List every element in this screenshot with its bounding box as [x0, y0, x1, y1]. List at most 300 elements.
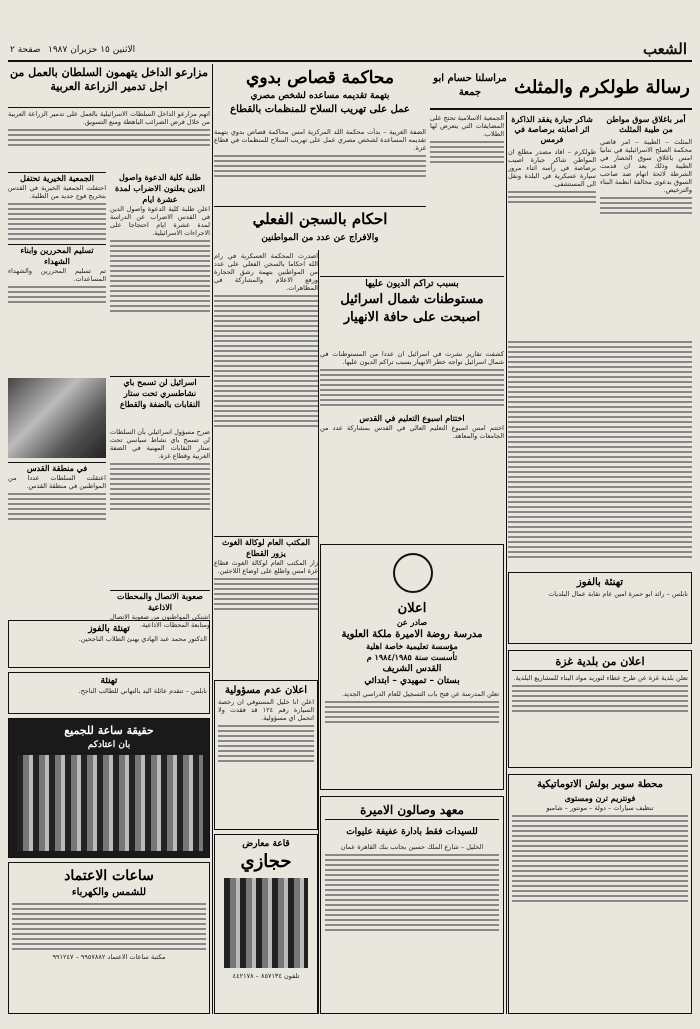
- clocks-ad: [8, 862, 210, 1014]
- text-line: [110, 295, 210, 297]
- settlements-kicker: بسبب تراكم الديون عليها: [365, 279, 459, 289]
- text-line: [508, 521, 692, 523]
- text-line: [430, 161, 504, 163]
- watch-ad: [8, 718, 210, 858]
- text-line: [508, 531, 692, 533]
- letter-col-3: [430, 114, 504, 274]
- text-line: [214, 350, 318, 352]
- text-line: [8, 233, 106, 235]
- text-line: [8, 508, 106, 510]
- text-line: [214, 160, 426, 162]
- gaza-mun-title: اعلان من بلدية غزة: [512, 654, 688, 671]
- text-line: [218, 740, 314, 742]
- congrats2-body: نابلس – تتقدم عائلة اليد بالتهاني للطالب الناجح.: [78, 687, 207, 695]
- masthead-page: صفحة ٢: [10, 45, 41, 55]
- text-line: [508, 491, 692, 493]
- letter-header: [430, 66, 692, 110]
- jerusalem-body: احتفلت الجمعية الخيرية في القدس بتخريج فوج جديد من الطلبة.: [8, 184, 106, 200]
- text-line: [325, 899, 499, 901]
- text-line: [512, 690, 688, 692]
- text-line: [508, 201, 596, 203]
- text-line: [110, 493, 210, 495]
- congrats3-body: نابلس – رائد ابو حمرة امين عام نقابة عمال البلديات: [548, 590, 688, 598]
- amira-ad: [320, 796, 504, 1014]
- text-line: [325, 869, 499, 871]
- text-line: [110, 240, 210, 242]
- text-line: [508, 551, 692, 553]
- text-line: [214, 400, 318, 402]
- sentence-body-col: [214, 252, 318, 532]
- text-line: [508, 496, 692, 498]
- text-line: [214, 325, 318, 327]
- text-line: [214, 170, 426, 172]
- text-line: [325, 879, 499, 881]
- text-line: [214, 175, 426, 177]
- text-line: [508, 346, 692, 348]
- school-ad: [320, 544, 504, 790]
- text-line: [218, 735, 314, 737]
- gaza-body: اعتقلت السلطات عددا من المواطنين في منطقة القدس.: [8, 474, 106, 490]
- text-line: [320, 369, 504, 371]
- text-line: [508, 446, 692, 448]
- text-line: [508, 401, 692, 403]
- settlements-block: [320, 276, 504, 346]
- text-line: [214, 300, 318, 302]
- letter-body: المثلث – الطيبة – امر قاضي محكمة الصلح الاسرائيلية في نتانيا امس باغلاق سوق الخضار في الطيبة وذلك بعد ان قدمت الشرطة لائحة اتهام ضد صاحب السوق بدعوى مخالفة انظمة البناء والترخيص.: [600, 138, 692, 194]
- text-line: [8, 286, 106, 288]
- text-line: [214, 345, 318, 347]
- text-line: [512, 705, 688, 707]
- text-line: [325, 701, 499, 703]
- text-line: [8, 134, 210, 136]
- text-line: [110, 488, 210, 490]
- letter-reporter: مراسلنا حسام ابو جمعة: [433, 73, 507, 98]
- text-line: [214, 365, 318, 367]
- text-line: [110, 245, 210, 247]
- school-line2: مؤسسة تعليمية خاصة اهلية: [366, 641, 458, 651]
- gaza-title: في منطقة القدس: [8, 462, 106, 474]
- text-line: [12, 928, 206, 930]
- text-line: [508, 411, 692, 413]
- shaker-title: شاكر جبارة يفقد الذاكرة اثر اصابته برصاصة في فرمس: [511, 114, 593, 144]
- text-line: [508, 386, 692, 388]
- column-rule: [506, 112, 507, 1014]
- text-line: [214, 295, 318, 297]
- text-line: [8, 208, 106, 210]
- text-line: [600, 212, 692, 214]
- gaza-school-col: [214, 536, 318, 666]
- court-body: الضفة الغربية – بدأت محكمة اللد المركزية امس محاكمة قصاص بدوي بتهمة تقديمه المساعدة لشخص مصري عمل على تهريب السلاح للمنظمات في قطاع غزة.: [214, 128, 426, 152]
- text-line: [214, 405, 318, 407]
- text-line: [12, 943, 206, 945]
- text-line: [508, 421, 692, 423]
- text-line: [8, 291, 106, 293]
- text-line: [325, 854, 499, 856]
- school-name: مدرسة روضة الاميرة ملكة العلوية: [341, 629, 483, 640]
- text-line: [320, 404, 504, 406]
- column-rule: [212, 64, 213, 1014]
- text-line: [512, 845, 688, 847]
- text-line: [218, 745, 314, 747]
- text-line: [325, 864, 499, 866]
- text-line: [512, 875, 688, 877]
- text-line: [325, 884, 499, 886]
- teach-body: تم تسليم المحررين والشهداء المساعدات.: [8, 267, 106, 283]
- text-line: [512, 860, 688, 862]
- text-line: [512, 835, 688, 837]
- portrait-photo: [8, 378, 106, 458]
- auto-title: محطة سوبر بولش الاتوماتيكية: [537, 779, 663, 790]
- text-line: [320, 394, 504, 396]
- text-line: [512, 885, 688, 887]
- text-line: [214, 315, 318, 317]
- text-line: [12, 918, 206, 920]
- text-line: [325, 874, 499, 876]
- text-line: [325, 889, 499, 891]
- hijazi-sub: قاعة معارض: [242, 839, 290, 849]
- text-line: [508, 506, 692, 508]
- text-line: [508, 396, 692, 398]
- text-line: [508, 546, 692, 548]
- text-line: [8, 513, 106, 515]
- column-rule: [318, 250, 319, 1014]
- text-line: [512, 890, 688, 892]
- masthead-date: الاثنين ١٥ حزيران ١٩٨٧: [48, 45, 136, 55]
- text-line: [110, 483, 210, 485]
- congrats2-title: تهنئة: [100, 676, 118, 686]
- text-line: [508, 371, 692, 373]
- text-line: [110, 300, 210, 302]
- text-line: [325, 924, 499, 926]
- text-line: [508, 476, 692, 478]
- text-line: [214, 330, 318, 332]
- text-line: [320, 399, 504, 401]
- settlements-headline: مستوطنات شمال اسرائيل اصبحت على حافة الانهيار: [340, 292, 484, 325]
- court-headline2: عمل على تهريب السلاح للمنظمات بالقطاع: [230, 104, 410, 115]
- text-line: [12, 923, 206, 925]
- watch-title: حقيقة ساعة للجميع: [64, 724, 154, 737]
- text-line: [8, 129, 210, 131]
- text-line: [12, 908, 206, 910]
- sentence-title: احكام بالسجن الفعلي: [252, 210, 388, 228]
- mustawfi-title: اعلان عدم مسؤولية: [224, 685, 308, 696]
- text-line: [110, 508, 210, 510]
- auto-box: [508, 774, 692, 1014]
- students-title: طلبة كلية الدعوة واصول الدين يعلنون الاضراب لمدة عشرة ايام: [115, 172, 205, 204]
- text-line: [508, 366, 692, 368]
- text-line: [512, 685, 688, 687]
- text-line: [110, 275, 210, 277]
- school-line1: صادر عن: [396, 617, 428, 627]
- text-line: [508, 351, 692, 353]
- text-line: [325, 859, 499, 861]
- hijazi-photo: [224, 878, 308, 968]
- text-line: [218, 725, 314, 727]
- text-line: [508, 441, 692, 443]
- congrats3-box: [508, 572, 692, 644]
- text-line: [512, 870, 688, 872]
- text-line: [325, 894, 499, 896]
- text-line: [508, 416, 692, 418]
- text-line: [320, 374, 504, 376]
- text-line: [430, 156, 504, 158]
- text-line: [214, 583, 318, 585]
- right-col-lower: [508, 338, 692, 568]
- text-line: [512, 820, 688, 822]
- school-body: تعلن المدرسة عن فتح باب التسجيل للعام الدراسي الجديد.: [341, 690, 499, 698]
- text-line: [325, 711, 499, 713]
- watch-photo: [17, 755, 203, 851]
- text-line: [110, 270, 210, 272]
- text-line: [508, 511, 692, 513]
- text-line: [110, 290, 210, 292]
- text-line: [508, 536, 692, 538]
- text-line: [12, 913, 206, 915]
- text-line: [508, 461, 692, 463]
- text-line: [8, 218, 106, 220]
- gaza-mun-box: [508, 650, 692, 768]
- text-line: [512, 895, 688, 897]
- text-line: [214, 310, 318, 312]
- text-line: [12, 938, 206, 940]
- congrats1-title: تهنئة بالفوز: [88, 624, 130, 634]
- text-line: [218, 760, 314, 762]
- text-line: [508, 391, 692, 393]
- hijazi-phone: تلفون ٨٥٧١٣٤ – ٤٤٢١٧٨: [232, 972, 300, 980]
- students-col: [110, 172, 210, 372]
- settlements-body-col: [320, 350, 504, 540]
- text-line: [508, 451, 692, 453]
- text-line: [508, 406, 692, 408]
- conference-body: اختتم امس اسبوع التعليم العالي في القدس بمشاركة عدد من الجامعات والمعاهد.: [320, 424, 504, 440]
- text-line: [8, 238, 106, 240]
- court-block: [214, 66, 426, 126]
- text-line: [508, 481, 692, 483]
- text-line: [508, 541, 692, 543]
- text-line: [214, 608, 318, 610]
- text-line: [214, 305, 318, 307]
- letter-title: رسالة طولكرم والمثلث: [514, 77, 690, 98]
- text-line: [110, 280, 210, 282]
- text-line: [512, 830, 688, 832]
- text-line: [508, 456, 692, 458]
- court-title: محاكمة قصاص بدوي: [246, 68, 394, 88]
- jerusalem-title: الجمعية الخيرية تحتفل: [8, 172, 106, 184]
- text-line: [110, 260, 210, 262]
- text-line: [214, 598, 318, 600]
- auto-sub: فونتريم ترن ومستوى: [564, 793, 636, 803]
- clocks-title: ساعات الاعتماد: [64, 868, 154, 884]
- farmers-block: [8, 66, 210, 108]
- text-line: [508, 341, 692, 343]
- text-line: [110, 310, 210, 312]
- text-line: [508, 556, 692, 558]
- text-line: [508, 376, 692, 378]
- text-line: [218, 750, 314, 752]
- text-line: [12, 903, 206, 905]
- congrats2-box: [8, 672, 210, 714]
- text-line: [214, 420, 318, 422]
- text-line: [600, 207, 692, 209]
- gaza-school-body: زار المكتب العام لوكالة الغوث قطاع غزة امس واطلع على اوضاع اللاجئين.: [214, 559, 318, 575]
- text-line: [325, 914, 499, 916]
- sentence-body: اصدرت المحكمة العسكرية في رام الله احكاما بالسجن الفعلي على عدد من المواطنين بتهمة رشق الحجارة ورفع الاعلام والمشاركة في المظاهرات.: [214, 252, 318, 292]
- text-line: [600, 197, 692, 199]
- text-line: [214, 375, 318, 377]
- text-line: [214, 385, 318, 387]
- text-line: [508, 436, 692, 438]
- kuwait-body: الجمعية الاسلامية تحتج على المضايقات التي يتعرض لها الطلاب.: [430, 114, 504, 138]
- text-line: [512, 850, 688, 852]
- text-line: [214, 340, 318, 342]
- text-line: [214, 578, 318, 580]
- text-line: [512, 900, 688, 902]
- text-line: [325, 716, 499, 718]
- text-line: [214, 410, 318, 412]
- mustawfi-body: اعلن انا خليل المستوفي ان رخصة السيارة رقم ١٢٤ قد فقدت ولا اتحمل اي مسؤولية.: [218, 698, 314, 722]
- hijazi-ad: [214, 834, 318, 1014]
- text-line: [512, 865, 688, 867]
- text-line: [430, 146, 504, 148]
- text-line: [8, 518, 106, 520]
- text-line: [8, 223, 106, 225]
- amira-sub: للسيدات فقط بادارة عفيفة عليوات: [346, 827, 478, 837]
- mosque-block: [110, 376, 210, 424]
- text-line: [325, 919, 499, 921]
- text-line: [214, 603, 318, 605]
- text-line: [8, 498, 106, 500]
- text-line: [508, 516, 692, 518]
- text-line: [12, 948, 206, 950]
- text-line: [214, 155, 426, 157]
- clocks-sub: للشمس والكهرباء: [71, 887, 147, 898]
- text-line: [320, 389, 504, 391]
- text-line: [508, 431, 692, 433]
- text-line: [218, 730, 314, 732]
- school-levels: بستان – تمهيدي – ابتدائي: [364, 676, 460, 686]
- teach-title: تسليم المحررين وابناء الشهداء: [8, 244, 106, 267]
- text-line: [214, 320, 318, 322]
- conference-title: اختتام اسبوع التعليم في القدس: [359, 413, 465, 423]
- text-line: [512, 825, 688, 827]
- masthead: [8, 40, 692, 62]
- text-line: [512, 855, 688, 857]
- school-title: اعلان: [397, 601, 427, 616]
- text-line: [508, 196, 596, 198]
- text-line: [110, 250, 210, 252]
- text-line: [214, 370, 318, 372]
- gaza-school-title: المكتب العام لوكالة الغوث يزور القطاع: [222, 537, 310, 558]
- text-line: [110, 478, 210, 480]
- text-line: [8, 139, 210, 141]
- text-line: [110, 463, 210, 465]
- text-line: [508, 526, 692, 528]
- text-line: [8, 228, 106, 230]
- text-line: [214, 593, 318, 595]
- text-line: [214, 165, 426, 167]
- text-line: [508, 381, 692, 383]
- text-line: [110, 285, 210, 287]
- text-line: [8, 493, 106, 495]
- congrats3-title: تهنئة بالفوز: [576, 577, 624, 588]
- letter-lead: أمر باغلاق سوق مواطن من طيبة المثلث: [606, 114, 686, 134]
- shaker-body: طولكرم – افاد مصدر مطلع ان المواطن شاكر جبارة اصيب برصاصة في رأسه اثناء مرور سيارة عسكرية في البلدة ونقل الى المستشفى.: [508, 148, 596, 188]
- text-line: [325, 909, 499, 911]
- text-line: [214, 335, 318, 337]
- text-line: [430, 151, 504, 153]
- clocks-contact: مكتبة ساعات الاعتماد ٩٩٥٧٨٨٢ – ٩٩١٢٤٧: [52, 953, 166, 961]
- students-body: اعلن طلبة كلية الدعوة واصول الدين في القدس الاضراب عن الدراسة لمدة عشرة ايام احتجاجا على الاجراءات الاسرائيلية.: [110, 205, 210, 237]
- text-line: [218, 755, 314, 757]
- text-line: [508, 501, 692, 503]
- meeting-col: [8, 462, 106, 642]
- school-line3: تأسست سنة ١٩٨٤/١٩٨٥ م: [366, 652, 458, 662]
- text-line: [8, 213, 106, 215]
- text-line: [12, 933, 206, 935]
- text-line: [508, 191, 596, 193]
- text-line: [214, 380, 318, 382]
- text-line: [110, 473, 210, 475]
- text-line: [110, 255, 210, 257]
- text-line: [214, 360, 318, 362]
- gaza-mun-body: تعلن بلدية غزة عن طرح عطاء لتوريد مواد البناء للمشاريع البلدية.: [513, 674, 688, 682]
- farmers-title: مزارعو الداخل يتهمون السلطان بالعمل من اجل تدمير الزراعة العربية: [9, 66, 208, 93]
- text-line: [512, 700, 688, 702]
- text-line: [508, 486, 692, 488]
- mosque-body-col: [110, 428, 210, 588]
- court-subtitle: بتهمة تقديمه مساعده لشخص مصري: [250, 91, 390, 101]
- text-line: [508, 466, 692, 468]
- text-line: [214, 390, 318, 392]
- text-line: [325, 706, 499, 708]
- text-line: [8, 503, 106, 505]
- text-line: [512, 815, 688, 817]
- text-line: [512, 710, 688, 712]
- court-body-col: [214, 128, 426, 202]
- watch-sub: بان اعتادكم: [87, 740, 131, 750]
- amira-body: الخليل – شارع الملك حسين بجانب بنك القاهرة عمان: [340, 843, 484, 851]
- meeting-body: اشتكى المواطنون من صعوبة الاتصال ومتابعة المحطات الاذاعية.: [110, 613, 210, 629]
- text-line: [325, 929, 499, 931]
- text-line: [110, 468, 210, 470]
- congrats1-box: [8, 620, 210, 668]
- text-line: [320, 384, 504, 386]
- text-line: [214, 425, 318, 427]
- text-line: [110, 265, 210, 267]
- congrats1-body: الدكتور محمد عبد الهادي يهنئ الطلاب الناجحين.: [78, 635, 207, 643]
- shaker-col: [508, 114, 596, 334]
- text-line: [110, 503, 210, 505]
- hijazi-title: حجازي: [240, 851, 292, 872]
- mosque-body: صرح مسؤول اسرائيلي بأن السلطات لن تسمح باي نشاط سياسي تحت ستار النقابات المهنية في الضفة الغربية وقطاع غزة.: [110, 428, 210, 460]
- text-line: [214, 355, 318, 357]
- mustawfi-box: [214, 680, 318, 830]
- farmers-body-col: [8, 110, 210, 170]
- farmers-body: اتهم مزارعو الداخل السلطات الاسرائيلية بالعمل على تدمير الزراعة العربية من خلال فرض الضرائب الباهظة ومنع التسويق.: [8, 110, 210, 126]
- auto-body: تنظيف سيارات – دولة – مونتور – شامبو: [546, 804, 654, 812]
- text-line: [214, 415, 318, 417]
- text-line: [512, 695, 688, 697]
- text-line: [508, 361, 692, 363]
- text-line: [214, 395, 318, 397]
- school-place: القدس الشريف: [382, 664, 442, 674]
- masthead-logo: الشعب: [642, 40, 688, 58]
- letter-lead-col: [600, 114, 692, 334]
- text-line: [512, 840, 688, 842]
- mosque-title: اسرائيل لن تسمح باي نشاطسري تحت ستار النقابات بالضفة والقطاع: [119, 377, 201, 409]
- text-line: [508, 471, 692, 473]
- settlements-body: كشفت تقارير نشرت في اسرائيل ان عددا من المستوطنات في شمال اسرائيل تواجه خطر الانهيار بسبب تراكم الديون عليها.: [320, 350, 504, 366]
